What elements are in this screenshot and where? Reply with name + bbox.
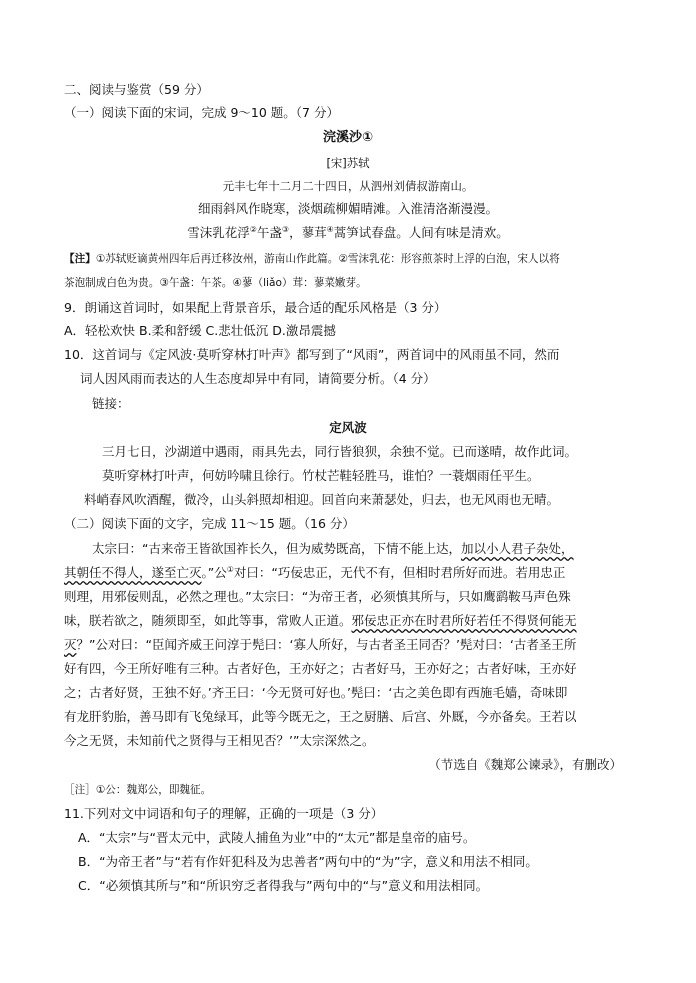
q10-stem-line-1: 10．这首词与《定风波·莫听穿林打叶声》都写到了“风雨”，两首词中的风雨虽不同，然而 [64,347,560,362]
passage-text: ？”公对曰：“臣闻齐威王问淳于髡曰：‘寡人所好，与古者圣王同否？’髡对曰：‘古者圣王所 [76,637,577,652]
underlined-sentence: 其朝任不得人，遂至亡灭 [64,565,202,580]
passage-text: 味，朕若欲之，随须即至，如此等事，常败人正道。 [64,613,352,628]
footnote-ref-2: ② [249,224,257,234]
poem-title: 浣溪沙① [322,130,373,145]
passage-line-4 [64,613,577,629]
footnote-ref-4: ④ [326,224,334,234]
notes-line-2: 茶泡制成白色为贵。③午盏：午茶。④蓼（liǎo）茸：蓼菜嫩芽。 [64,277,367,289]
passage-text: 。”公 [201,565,227,580]
passage-line-6: 好有四，今王所好唯有三种。古者好色，王亦好之；古者好马，王亦好之；古者好味，王亦好 [64,661,577,676]
passage-line-1 [92,541,574,557]
poem-author: [宋]苏轼 [326,156,370,170]
q11-option-b: B．“为帝王者”与“若有作奸犯科及为忠善者”两句中的“为”字，意义和用法不相同。 [78,854,538,869]
passage-line-9: 今之无贤，未知前代之贤得与王相见否？’”太宗深然之。 [64,733,375,748]
q11-option-a: A．“太宗”与“晋太元中，武陵人捕鱼为业”中的“太元”都是皇帝的庙号。 [78,830,476,845]
passage-note: ［注］①公：魏郑公，即魏征。 [64,784,212,796]
underlined-sentence: 邪佞忠正亦在时君所好若任不得贤何能无 [351,613,577,628]
section-heading: 二、阅读与鉴赏（59 分） [64,82,209,97]
passage-line-7: 之；古者好贤，王独不好。’齐王曰：‘今无贤可好也。’髡曰：‘古之美色即有西施毛嫱，奇味即 [64,685,568,700]
poem-line-2-part-d: 蒿笋试春盘。人间有味是清欢。 [333,225,509,240]
poem-line-2-part-c: ，蓼茸 [289,225,327,240]
notes-label: 【注】 [64,253,96,265]
q10-stem-line-2: 词人因风雨而表达的人生态度却异中有同，请简要分析。（4 分） [80,371,436,386]
footnote-ref-3: ③ [281,224,290,234]
passage-source: （节选自《魏郑公谏录》，有删改） [428,757,622,772]
q11-option-c: C．“必须慎其所与”和“所识穷乏者得我与”两句中的“与”意义和用法相同。 [78,878,489,893]
poem-line-2 [0,225,696,241]
passage-line-3: 则理，用邪佞则乱，必然之理也。”太宗曰：“为帝王者，必须慎其所与，只如鹰鹞鞍马声色殊 [64,589,571,604]
poem2-preface: 三月七日，沙湖道中遇雨，雨具先去，同行皆狼狈，余独不觉。已而遂晴，故作此词。 [102,444,578,459]
poem2-line-2: 料峭春风吹酒醒，微冷，山头斜照却相迎。回首向来萧瑟处，归去，也无风雨也无晴。 [84,492,560,507]
poem2-title: 定风波 [329,420,367,435]
passage-text: 太宗曰：“古来帝王皆欲国祚长久，但为威势既高，下情不能上达， [92,541,461,556]
poem-line-1: 细雨斜风作晓寒，淡烟疏柳媚晴滩。入淮清洛渐漫漫。 [197,201,498,216]
notes-text-1: ①苏轼贬谪黄州四年后再迁移汝州，游南山作此篇。②雪沫乳花：形容煎茶时上浮的白泡，宋人以将 [95,253,560,265]
poem2-line-1: 莫听穿林打叶声，何妨吟啸且徐行。竹杖芒鞋轻胜马，谁怕？一蓑烟雨任平生。 [102,468,540,483]
poem-preface: 元丰七年十二月二十四日，从泗州刘倩叔游南山。 [222,179,474,193]
q9-stem: 9．朗诵这首词时，如果配上背景音乐，最合适的配乐风格是（3 分） [64,300,447,315]
q9-options: A．轻松欢快 B.柔和舒缓 C.悲壮低沉 D.激昂震撼 [64,323,336,338]
q11-stem: 11.下列对文中词语和句子的理解，正确的一项是（3 分） [64,806,384,821]
part1-instruction: （一）阅读下面的宋词，完成 9～10 题。（7 分） [64,105,339,120]
q10-link-label: 链接： [92,396,130,411]
underlined-sentence: 加以小人君子杂处， [460,541,574,556]
part2-instruction: （二）阅读下面的文字，完成 11～15 题。（16 分） [64,516,355,531]
passage-text: 对曰：“巧佞忠正，无代不有，但相时君所好而进。若用忠正 [233,565,566,580]
poem-line-2-part-a: 雪沫乳花浮 [187,225,250,240]
passage-line-8: 有龙肝豹胎，善马即有飞兔绿耳，此等今既无之，王之厨膳、后宫、外厩，今亦备矣。王若以 [64,709,577,724]
poem-line-2-part-b: 午盏 [256,225,282,240]
underlined-sentence: 灭 [64,637,77,652]
footnote-ref-1: ① [226,564,234,574]
passage-line-5 [64,637,576,653]
notes-line-1 [64,251,560,267]
passage-line-2 [64,565,565,581]
